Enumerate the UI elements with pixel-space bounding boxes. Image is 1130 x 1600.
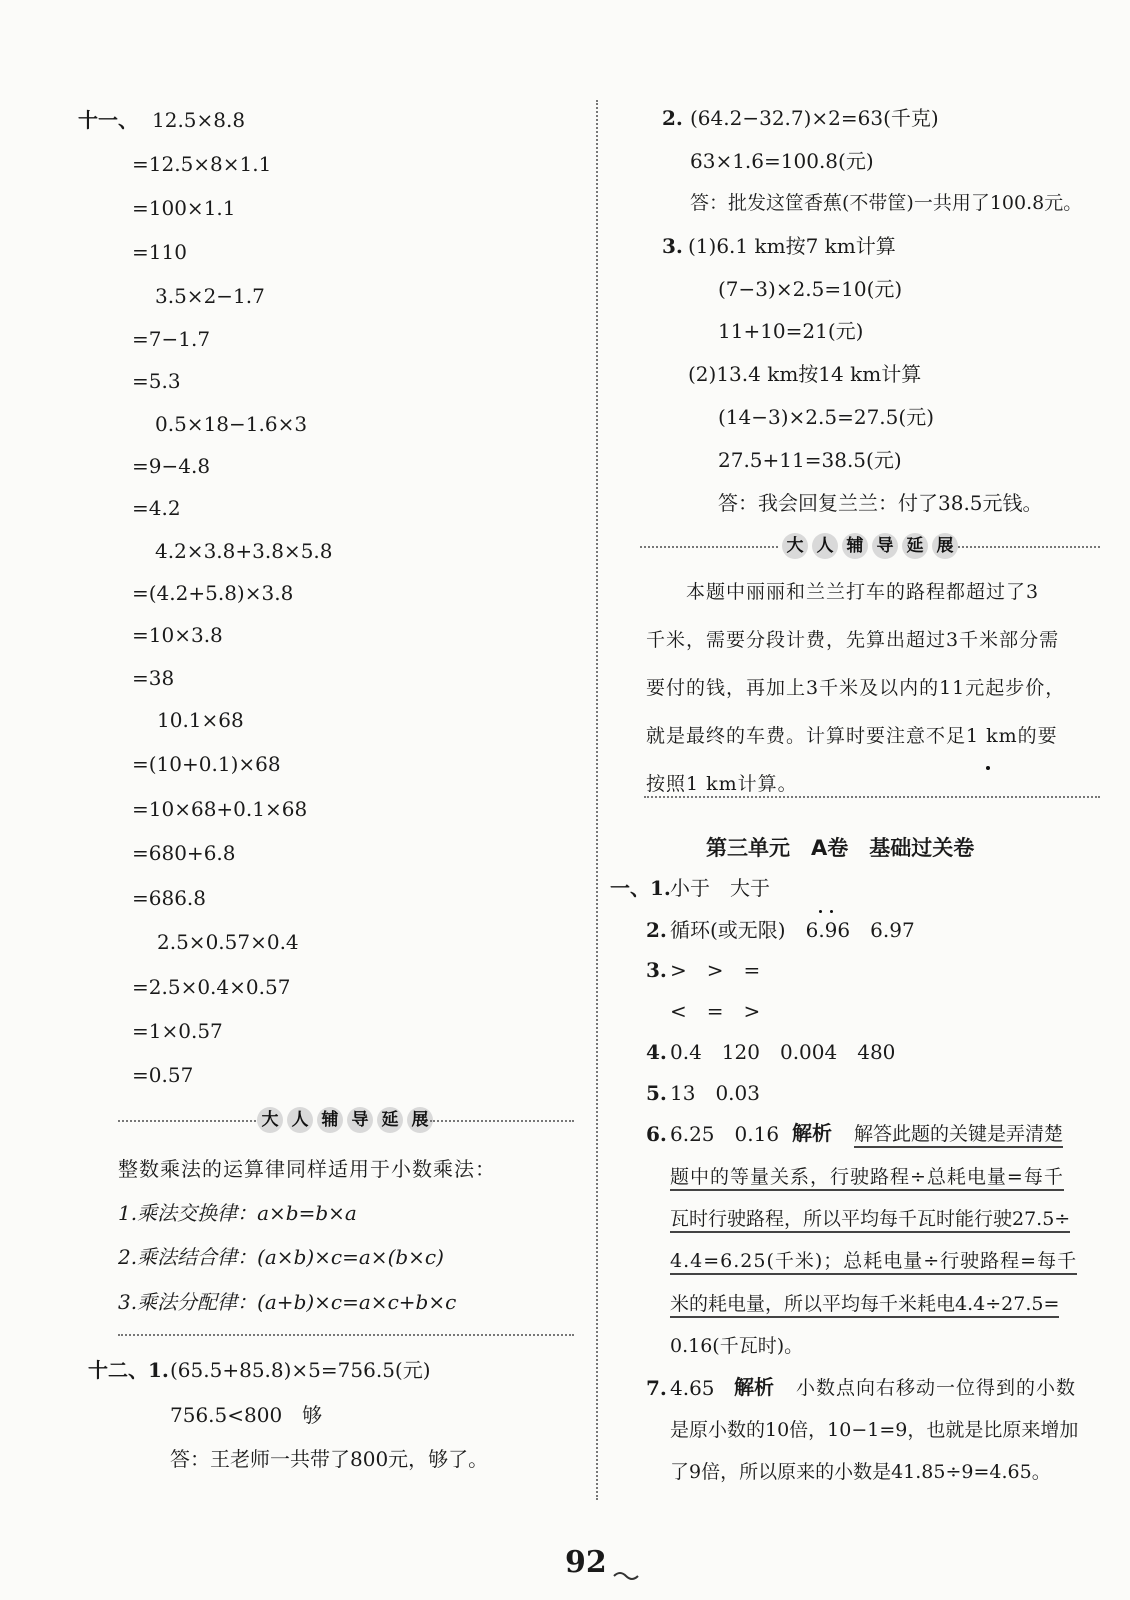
- analysis-text: [670, 1165, 1064, 1189]
- tips-rule: 3.乘法分配律：(a+b)×c=a×c+b×c: [118, 1290, 457, 1314]
- para-line: 按照1 km计算。: [646, 773, 798, 795]
- analysis-text: 是原小数的10倍，10−1=9，也就是比原来增加: [670, 1419, 1079, 1441]
- tips-rule: 2.乘法结合律：(a×b)×c=a×(b×c): [118, 1245, 444, 1269]
- question-number: 7.: [646, 1376, 667, 1400]
- calc-line: 3.5×2−1.7: [155, 284, 265, 308]
- calc-line: 4.2×3.8+3.8×5.8: [155, 539, 333, 563]
- calc-line: =10×3.8: [132, 623, 223, 647]
- tips-banner: [257, 1107, 433, 1133]
- analysis-label: 解析: [792, 1121, 832, 1145]
- banner-char: 导: [347, 1107, 373, 1133]
- tips-separator-right: [430, 1120, 574, 1122]
- calc-line: =110: [132, 240, 187, 264]
- tips-paragraph: [646, 568, 1065, 808]
- para-line: 千米，需要分段计费，先算出超过3千米部分需: [646, 629, 1060, 651]
- calc-line: 27.5+11=38.5(元): [718, 448, 902, 472]
- question-number: 一、1.: [610, 876, 671, 900]
- underlined-text: 解答此题的关键是弄清楚: [854, 1123, 1063, 1148]
- column-divider: [596, 100, 598, 1500]
- analysis-text: [670, 1249, 1077, 1273]
- unit-title: 第三单元 A卷 基础过关卷: [706, 836, 975, 860]
- tips-separator-right: [958, 546, 1100, 548]
- analysis-label: 解析: [734, 1375, 774, 1399]
- banner-char: 延: [377, 1107, 403, 1133]
- calc-line: =2.5×0.4×0.57: [132, 975, 291, 999]
- tips-bottom-separator: [118, 1334, 574, 1336]
- calc-line: (14−3)×2.5=27.5(元): [718, 405, 934, 429]
- underlined-text: 4.4=6.25(千米)；总耗电量÷行驶路程=每千: [670, 1250, 1077, 1275]
- question-number: 5.: [646, 1081, 667, 1105]
- answer-text: 0.4 120 0.004 480: [670, 1040, 896, 1064]
- calc-line: 10.1×68: [157, 708, 244, 732]
- calc-line: (1)6.1 km按7 km计算: [688, 234, 896, 258]
- analysis-text: [670, 1207, 1070, 1231]
- banner-char: 人: [812, 533, 838, 559]
- answer-line: 答：我会回复兰兰：付了38.5元钱。: [718, 491, 1043, 515]
- para-line: 本题中丽丽和兰兰打车的路程都超过了3: [646, 581, 1040, 603]
- banner-char: 延: [902, 533, 928, 559]
- analysis-text: [670, 1292, 1059, 1316]
- underlined-text: 米的耗电量，所以平均每千米耗电4.4÷27.5=: [670, 1293, 1059, 1318]
- calc-line: 0.5×18−1.6×3: [155, 412, 308, 436]
- calc-line: (64.2−32.7)×2=63(千克): [690, 106, 939, 130]
- question-number: 6.: [646, 1122, 667, 1146]
- calc-line: 2.5×0.57×0.4: [157, 930, 299, 954]
- calc-line: =5.3: [132, 369, 181, 393]
- banner-char: 导: [872, 533, 898, 559]
- banner-char: 大: [782, 533, 808, 559]
- answer-line: 答：王老师一共带了800元，够了。: [170, 1447, 489, 1471]
- calc-line: =9−4.8: [132, 454, 211, 478]
- banner-char: 辅: [842, 533, 868, 559]
- calc-line: =10×68+0.1×68: [132, 797, 308, 821]
- answer-text: 循环(或无限) 6.96 6.97: [670, 918, 915, 942]
- section-11-label: 十一、: [78, 108, 138, 132]
- page-number: 92: [565, 1545, 607, 1580]
- analysis-text: 0.16(千瓦时)。: [670, 1335, 804, 1357]
- calc-line: =686.8: [132, 886, 207, 910]
- calc-line: (7−3)×2.5=10(元): [718, 277, 903, 301]
- tips-bottom-separator: [644, 796, 1100, 798]
- question-number: 3.: [662, 234, 683, 258]
- calc-line: =680+6.8: [132, 841, 236, 865]
- para-line: 就是最终的车费。计算时要注意不足1 km的要: [646, 725, 1058, 747]
- question-number: 3.: [646, 958, 667, 982]
- question-number: 2.: [646, 918, 667, 942]
- answer-text: 13 0.03: [670, 1081, 760, 1105]
- underlined-text: 题中的等量关系，行驶路程÷总耗电量=每千: [670, 1166, 1064, 1191]
- answer-text: 6.25 0.16: [670, 1122, 780, 1146]
- tips-intro: 整数乘法的运算律同样适用于小数乘法：: [118, 1157, 496, 1181]
- calc-line: =12.5×8×1.1: [132, 152, 272, 176]
- section-12-label: 十二、1.: [88, 1358, 169, 1382]
- calc-line: (2)13.4 km按14 km计算: [688, 362, 922, 386]
- calc-line: =4.2: [132, 496, 181, 520]
- analysis-text: 小数点向右移动一位得到的小数: [796, 1377, 1077, 1399]
- calc-line: =1×0.57: [132, 1019, 223, 1043]
- calc-line: 11+10=21(元): [718, 319, 864, 343]
- underlined-text: 瓦时行驶路程，所以平均每千瓦时能行驶27.5÷: [670, 1208, 1070, 1233]
- analysis-text: [854, 1122, 1063, 1146]
- calc-line: =(4.2+5.8)×3.8: [132, 581, 294, 605]
- para-line: 要付的钱，再加上3千米及以内的11元起步价，: [646, 677, 1066, 699]
- calc-line: 12.5×8.8: [152, 108, 246, 132]
- tips-banner: [782, 533, 958, 559]
- question-number: 4.: [646, 1040, 667, 1064]
- analysis-text: 了9倍，所以原来的小数是41.85÷9=4.65。: [670, 1461, 1051, 1483]
- calc-line: (65.5+85.8)×5=756.5(元): [170, 1358, 431, 1382]
- stray-dot: [986, 766, 990, 770]
- tips-rule: 1.乘法交换律：a×b=b×a: [118, 1201, 357, 1225]
- answer-text: 小于 大于: [670, 876, 770, 900]
- answer-text: < = >: [670, 999, 761, 1023]
- calc-line: 756.5<800 够: [170, 1403, 323, 1427]
- answer-text: 4.65: [670, 1376, 715, 1400]
- answer-line: 答：批发这筐香蕉(不带筐)一共用了100.8元。: [690, 192, 1083, 214]
- answer-text: > > =: [670, 958, 761, 982]
- calc-line: =0.57: [132, 1063, 194, 1087]
- calc-line: =7−1.7: [132, 327, 211, 351]
- calc-line: =38: [132, 666, 175, 690]
- question-number: 2.: [662, 106, 683, 130]
- wave-ornament: [612, 1570, 640, 1580]
- banner-char: 展: [407, 1107, 433, 1133]
- banner-char: 辅: [317, 1107, 343, 1133]
- calc-line: =(10+0.1)×68: [132, 752, 281, 776]
- repeating-dot: [819, 910, 822, 913]
- banner-char: 展: [932, 533, 958, 559]
- calc-line: 63×1.6=100.8(元): [690, 149, 874, 173]
- tips-separator-left: [118, 1120, 260, 1122]
- banner-char: 人: [287, 1107, 313, 1133]
- tips-separator-left: [640, 546, 778, 548]
- repeating-dot: [830, 910, 833, 913]
- banner-char: 大: [257, 1107, 283, 1133]
- calc-line: =100×1.1: [132, 196, 236, 220]
